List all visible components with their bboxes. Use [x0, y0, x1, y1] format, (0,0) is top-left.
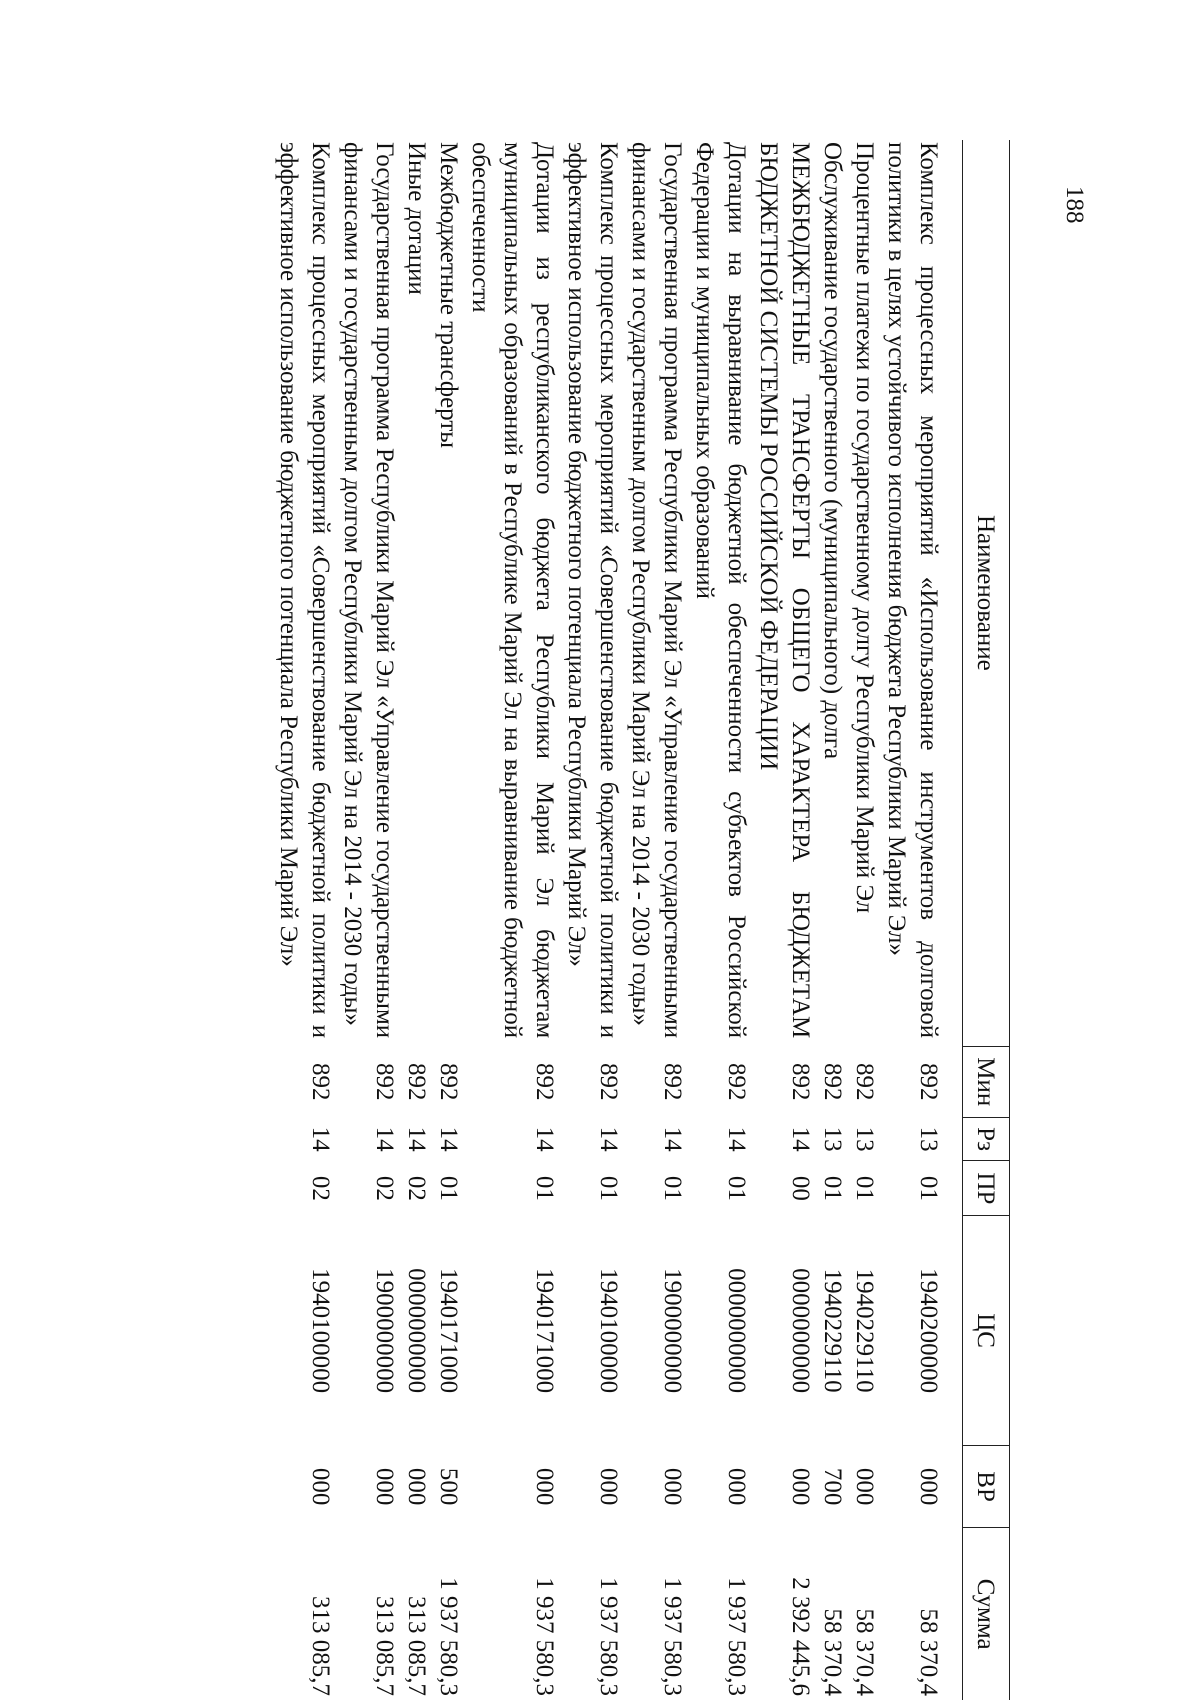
cell-rz: 14 — [595, 1126, 622, 1152]
cell-name: МЕЖБЮДЖЕТНЫЕ ТРАНСФЕРТЫ ОБЩЕГО ХАРАКТЕРА БЮДЖЕТАМ БЮДЖЕТНОЙ СИСТЕМЫ РОССИЙСКОЙ ФЕДЕРАЦИИ — [755, 142, 814, 1039]
cell-vr: 000 — [851, 1467, 878, 1506]
cell-rz: 13 — [851, 1126, 878, 1152]
cell-name: Государственная программа Республики Марий Эл «Управление государственными финансами и государственным долгом Республики Марий Эл на 2014 - 2030 годы» — [627, 142, 686, 1039]
cell-sum: 2 392 445,6 — [787, 1577, 814, 1696]
budget-table-container — [150, 140, 1010, 1700]
cell-min: 892 — [403, 1062, 430, 1101]
cell-sum: 313 085,7 — [307, 1596, 334, 1696]
cell-cs: 1940171000 — [435, 1268, 462, 1394]
cell-sum: 1 937 580,3 — [531, 1577, 558, 1696]
cell-pr: 01 — [595, 1175, 622, 1201]
budget-table — [272, 140, 1010, 1700]
cell-name: Комплекс процессных мероприятий «Совершенствование бюджетной политики и эффективное использование бюджетного потенциала Республики Марий Эл» — [563, 142, 622, 1039]
cell-min: 892 — [371, 1062, 398, 1101]
cell-cs: 1940100000 — [307, 1268, 334, 1394]
cell-pr: 02 — [371, 1175, 398, 1201]
cell-vr: 000 — [531, 1467, 558, 1506]
cell-vr: 000 — [371, 1467, 398, 1506]
cell-sum: 1 937 580,3 — [595, 1577, 622, 1696]
cell-pr: 01 — [435, 1175, 462, 1201]
header-pr: ПР — [963, 1161, 1010, 1216]
cell-cs: 1940229110 — [819, 1268, 846, 1393]
cell-min: 892 — [595, 1062, 622, 1101]
cell-cs: 0000000000 — [723, 1268, 750, 1394]
cell-name: Дотации из республиканского бюджета Республики Марий Эл бюджетам муниципальных образований в Республике Марий Эл на выравнивание бюджетной обеспеченности — [467, 142, 558, 1039]
cell-vr: 000 — [659, 1467, 686, 1506]
cell-sum: 1 937 580,3 — [723, 1577, 750, 1696]
cell-name: Комплекс процессных мероприятий «Совершенствование бюджетной политики и эффективное использование бюджетного потенциала Республики Марий Эл» — [275, 142, 334, 1039]
cell-pr: 01 — [915, 1175, 942, 1201]
header-sum: Сумма — [963, 1528, 1010, 1700]
cell-pr: 01 — [723, 1175, 750, 1201]
cell-cs: 1940200000 — [915, 1268, 942, 1394]
cell-name: Обслуживание государственного (муниципального) долга — [819, 142, 846, 760]
header-cs: ЦС — [963, 1216, 1010, 1445]
header-vr: ВР — [963, 1445, 1010, 1528]
page-number: 188 — [1061, 186, 1088, 224]
cell-rz: 13 — [819, 1126, 846, 1152]
cell-min: 892 — [723, 1062, 750, 1101]
cell-min: 892 — [435, 1062, 462, 1101]
cell-sum: 1 937 580,3 — [659, 1577, 686, 1696]
cell-pr: 00 — [787, 1175, 814, 1201]
cell-vr: 000 — [915, 1467, 942, 1506]
table-body — [272, 140, 963, 1700]
cell-name: Иные дотации — [403, 142, 430, 295]
cell-cs: 1940171000 — [531, 1268, 558, 1394]
table-row — [688, 140, 752, 1700]
cell-rz: 14 — [787, 1126, 814, 1152]
table-row — [272, 140, 336, 1700]
header-min: Мин — [963, 1046, 1010, 1117]
cell-rz: 14 — [371, 1126, 398, 1152]
cell-sum: 58 370,4 — [819, 1608, 846, 1696]
cell-vr: 000 — [307, 1467, 334, 1506]
cell-vr: 700 — [819, 1467, 846, 1506]
cell-pr: 02 — [403, 1175, 430, 1201]
cell-rz: 14 — [723, 1126, 750, 1152]
cell-min: 892 — [307, 1062, 334, 1101]
cell-sum: 313 085,7 — [403, 1596, 430, 1696]
cell-name: Межбюджетные трансферты — [435, 142, 462, 449]
cell-name: Дотации на выравнивание бюджетной обеспеченности субъектов Российской Федерации и муниципальных образований — [691, 142, 750, 1039]
cell-min: 892 — [819, 1062, 846, 1101]
cell-min: 892 — [787, 1062, 814, 1101]
table-header-row — [963, 140, 1010, 1700]
cell-sum: 58 370,4 — [915, 1608, 942, 1696]
table-row — [848, 140, 880, 1700]
cell-name: Процентные платежи по государственному долгу Республики Марий Эл — [851, 142, 878, 914]
cell-sum: 313 085,7 — [371, 1596, 398, 1696]
cell-rz: 13 — [915, 1126, 942, 1152]
cell-min: 892 — [915, 1062, 942, 1101]
cell-cs: 1940229110 — [851, 1268, 878, 1393]
cell-name: Комплекс процессных мероприятий «Использование инструментов долговой политики в целях устойчивого исполнения бюджета Республики Марий Эл» — [883, 142, 942, 1039]
cell-vr: 000 — [595, 1467, 622, 1506]
header-rz: Рз — [963, 1117, 1010, 1161]
cell-rz: 14 — [403, 1126, 430, 1152]
cell-cs: 1900000000 — [659, 1268, 686, 1394]
cell-pr: 02 — [307, 1175, 334, 1201]
cell-cs: 1900000000 — [371, 1268, 398, 1394]
cell-vr: 000 — [787, 1467, 814, 1506]
cell-pr: 01 — [851, 1175, 878, 1201]
table-row — [624, 140, 688, 1700]
cell-name: Государственная программа Республики Марий Эл «Управление государственными финансами и государственным долгом Республики Марий Эл на 2014 - 2030 годы» — [339, 142, 398, 1039]
cell-rz: 14 — [307, 1126, 334, 1152]
cell-rz: 14 — [531, 1126, 558, 1152]
table-row — [400, 140, 432, 1700]
cell-vr: 000 — [403, 1467, 430, 1506]
table-row — [432, 140, 464, 1700]
cell-sum: 58 370,4 — [851, 1608, 878, 1696]
cell-cs: 1940100000 — [595, 1268, 622, 1394]
cell-min: 892 — [851, 1062, 878, 1101]
cell-cs: 0000000000 — [403, 1268, 430, 1394]
cell-rz: 14 — [435, 1126, 462, 1152]
cell-vr: 500 — [435, 1467, 462, 1506]
cell-min: 892 — [659, 1062, 686, 1101]
cell-sum: 1 937 580,3 — [435, 1577, 462, 1696]
table-row — [464, 140, 560, 1700]
cell-pr: 01 — [659, 1175, 686, 1201]
header-name: Наименование — [963, 140, 1010, 1046]
cell-pr: 01 — [819, 1175, 846, 1201]
cell-pr: 01 — [531, 1175, 558, 1201]
cell-rz: 14 — [659, 1126, 686, 1152]
table-row — [752, 140, 816, 1700]
table-row — [880, 140, 963, 1700]
table-row — [560, 140, 624, 1700]
table-row — [816, 140, 848, 1700]
table-row — [336, 140, 400, 1700]
cell-min: 892 — [531, 1062, 558, 1101]
cell-cs: 0000000000 — [787, 1268, 814, 1394]
cell-vr: 000 — [723, 1467, 750, 1506]
